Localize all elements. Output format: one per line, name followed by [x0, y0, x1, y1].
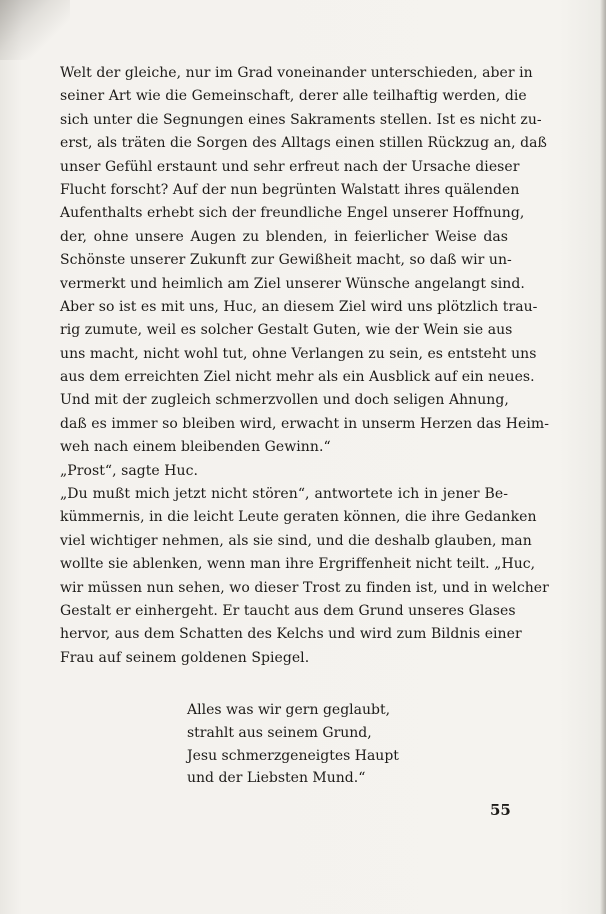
text-line: unser Gefühl erstaunt und sehr erfreut nach der Ursache dieser — [60, 158, 520, 175]
text-line: uns macht, nicht wohl tut, ohne Verlangen zu sein, es entsteht uns — [60, 345, 537, 362]
text-line: rig zumute, weil es solcher Gestalt Guten, wie der Wein sie aus — [60, 322, 513, 339]
text-line: Aufenthalts erhebt sich der freundliche Engel unserer Hoffnung, — [60, 205, 525, 222]
page-number: 55 — [490, 801, 511, 819]
text-line: wir müssen nun sehen, wo dieser Trost zu finden ist, und in welcher — [60, 579, 549, 596]
text-line: hervor, aus dem Schatten des Kelchs und wird zum Bildnis einer — [60, 626, 522, 643]
text-line: Frau auf seinem goldenen Spiegel. — [60, 649, 310, 666]
text-line: weh nach einem bleibenden Gewinn.“ — [60, 439, 331, 456]
poem-line: Alles was wir gern geglaubt, — [187, 702, 391, 718]
poem-line: strahlt aus seinem Grund, — [187, 724, 372, 741]
body-text — [60, 62, 550, 670]
poem-line: Jesu schmerzgeneigtes Haupt — [187, 747, 399, 764]
text-line: aus dem erreichten Ziel nicht mehr als ein Ausblick auf ein neues. — [60, 369, 535, 386]
text-line: der, ohne unsere Augen zu blenden, in feierlicher Weise das — [60, 228, 508, 245]
text-line: viel wichtiger nehmen, als sie sind, und die deshalb glauben, man — [60, 532, 532, 549]
page-corner-shadow — [0, 0, 70, 60]
text-line: „Prost“, sagte Huc. — [60, 462, 198, 479]
text-line: Flucht forscht? Auf der nun begrünten Walstatt ihres quälenden — [60, 181, 520, 198]
text-line: vermerkt und heimlich am Ziel unserer Wünsche angelangt sind. — [60, 275, 525, 292]
text-line: erst, als träten die Sorgen des Alltags einen stillen Rückzug an, daß — [60, 135, 547, 152]
text-line: sich unter die Segnungen eines Sakraments stellen. Ist es nicht zu- — [60, 111, 542, 128]
text-line: Und mit der zugleich schmerzvollen und doch seligen Ahnung, — [60, 392, 509, 409]
text-line: wollte sie ablenken, wenn man ihre Ergriffenheit nicht teilt. „Huc, — [60, 556, 536, 573]
text-line: daß es immer so bleiben wird, erwacht in unserm Herzen das Heim- — [60, 415, 550, 432]
text-line: Gestalt er einhergeht. Er taucht aus dem Grund unseres Glases — [60, 602, 516, 619]
text-line: „Du mußt mich jetzt nicht stören“, antwortete ich in jener Be- — [60, 486, 508, 503]
text-line: seiner Art wie die Gemeinschaft, derer alle teilhaftig werden, die — [60, 88, 527, 105]
text-line: Aber so ist es mit uns, Huc, an diesem Ziel wird uns plötzlich trau- — [60, 298, 538, 315]
page-edge-shadow — [600, 0, 606, 914]
poem-stanza — [187, 699, 447, 790]
poem-line: und der Liebsten Mund.“ — [187, 770, 366, 787]
text-line: Welt der gleiche, nur im Grad voneinander unterschieden, aber in — [60, 65, 533, 81]
text-line: Schönste unserer Zukunft zur Gewißheit macht, so daß wir un- — [60, 252, 512, 269]
text-line: kümmernis, in die leicht Leute geraten können, die ihre Gedanken — [60, 509, 537, 526]
